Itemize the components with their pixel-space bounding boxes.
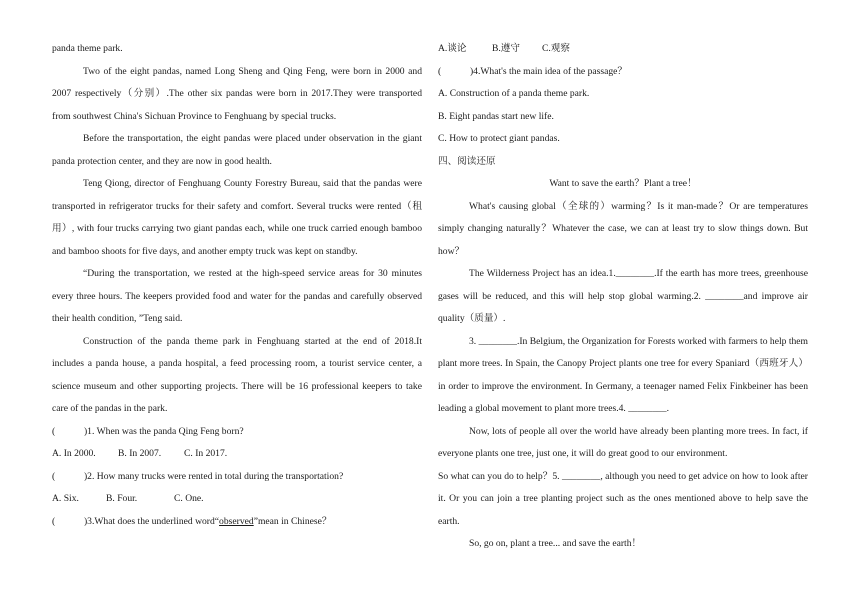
option-c: C.观察 [542, 43, 570, 54]
question-3-underlined-word: observed [219, 515, 254, 527]
left-column [52, 38, 422, 533]
question-2-options [52, 488, 422, 511]
question-3 [52, 511, 422, 534]
passage-paragraph-3: Before the transportation, the eight pandas were placed under observation in the giant panda protection center, and they are now in good health. [52, 133, 422, 167]
right-column [438, 38, 808, 556]
question-1: ( )1. When was the panda Qing Feng born? [52, 425, 244, 437]
passage-paragraph-5: “During the transportation, we rested at the high-speed service areas for 30 minutes every three hours. The keepers provided food and water for the pandas and carefully observed their health condition, ”Teng said. [52, 268, 422, 324]
question-4-option-b: B. Eight pandas start new life. [438, 110, 554, 122]
question-4-option-c: C. How to protect giant pandas. [438, 133, 560, 144]
option-b: B. Four. [106, 493, 138, 504]
passage-paragraph-4: Teng Qiong, director of Fenghuang County Forestry Bureau, said that the pandas were transported in refrigerator trucks for their safety and comfort. Several trucks were rented（租用）, with four trucks carrying two giant pandas each, while one truck carried enough bamboo and bamboo shoots for five days, and another empty truck was kept on standby. [52, 178, 422, 257]
option-a: A.谈论 [438, 43, 467, 54]
question-3-options [438, 38, 808, 61]
option-c: C. One. [174, 493, 204, 504]
question-3-suffix: ”mean in Chinese？ [253, 515, 332, 527]
reading-paragraph-6: So, go on, plant a tree... and save the earth！ [469, 538, 642, 549]
reading-paragraph-3: 3. ________.In Belgium, the Organization for Forests worked with farmers to help them plant more trees. In Spain, the Canopy Project plants one tree for every Spaniard（西班牙人）in order to improve the environment. In Germany, a teenager named Felix Finkbeiner has been leading a global movement to plant more trees.4. ________. [438, 335, 809, 414]
option-a: A. In 2000. [52, 448, 96, 459]
option-b: B.遵守 [492, 43, 520, 54]
option-b: B. In 2007. [118, 448, 162, 459]
passage-paragraph-6: Construction of the panda theme park in Fenghuang started at the end of 2018.It includes a panda house, a panda hospital, a feed processing room, a tourist service center, a science museum and other supporting projects. There will be 16 professional keepers to take care of the pandas in the park. [52, 335, 422, 414]
passage-paragraph-2: Two of the eight pandas, named Long Sheng and Qing Feng, were born in 2000 and 2007 respectively（分别）.The other six pandas were born in 2017.They were transported from southwest China's Sichuan Province to Fenghuang by special trucks. [52, 65, 422, 122]
passage-paragraph-1: panda theme park. [52, 43, 123, 54]
question-2: ( )2. How many trucks were rented in total during the transportation? [52, 470, 344, 482]
question-3-prefix: ( )3.What does the underlined word“ [52, 515, 220, 527]
reading-paragraph-1: What's causing global（全球的）warming？Is it man-made？Or are temperatures simply changing naturally？Whatever the case, we can at least try to slow things down. But how？ [438, 200, 808, 257]
passage-title: Want to save the earth？Plant a tree！ [549, 178, 697, 189]
question-1-options [52, 443, 422, 466]
question-4: ( )4.What's the main idea of the passage？ [438, 65, 628, 77]
reading-paragraph-2: The Wilderness Project has an idea.1.________.If the earth has more trees, greenhouse gases will be reduced, and this will help stop global warming.2. ________and improve air quality（质量）. [438, 268, 808, 324]
option-c: C. In 2017. [184, 448, 228, 459]
reading-paragraph-4: Now, lots of people all over the world have already been planting more trees. In fact, if everyone plants one tree, just one, it will do great good to our environment. [438, 425, 808, 459]
reading-paragraph-5: So what can you do to help？5. ________, although you need to get advice on how to look after it. Or you can join a tree planting project such as the ones mentioned above to help save the earth. [438, 470, 808, 527]
question-4-option-a: A. Construction of a panda theme park. [438, 88, 590, 99]
option-a: A. Six. [52, 493, 79, 504]
section-heading: 四、阅读还原 [438, 155, 496, 167]
